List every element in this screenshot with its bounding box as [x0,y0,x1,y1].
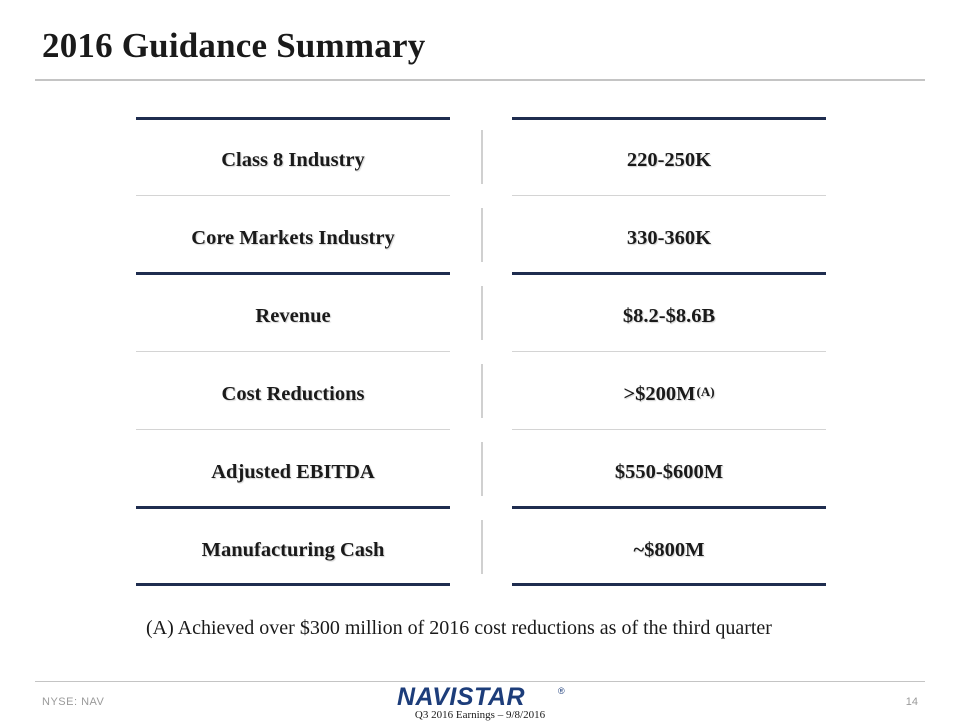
guidance-label: Manufacturing Cash [201,538,385,561]
row-rule-thin [136,195,450,196]
ticker-symbol: NYSE: NAV [42,696,105,708]
column-divider [481,364,483,418]
row-rule-thick [512,506,826,509]
guidance-label: Core Markets Industry [191,226,395,249]
registered-mark: ® [558,686,565,696]
page-title: 2016 Guidance Summary [42,26,426,65]
footer-subtitle: Q3 2016 Earnings – 9/8/2016 [414,709,546,721]
row-rule-thin [512,195,826,196]
column-divider [481,130,483,184]
guidance-label: Adjusted EBITDA [211,460,375,483]
row-rule-thick [136,117,450,120]
column-divider [481,208,483,262]
guidance-value-with-note [512,355,826,433]
footnote: (A) Achieved over $300 million of 2016 cost reductions as of the third quarter [146,617,772,639]
row-rule-thick [512,272,826,275]
row-rule-thick [136,506,450,509]
column-divider [481,286,483,340]
logo-wordmark: NAVISTAR [397,683,526,711]
row-rule-thin [136,351,450,352]
column-divider [481,442,483,496]
row-rule-thick [136,583,450,586]
page-number: 14 [905,696,918,708]
column-divider [481,520,483,574]
row-rule-thick [136,272,450,275]
row-rule-thin [512,429,826,430]
guidance-value: >$200M [623,382,696,405]
title-divider [35,79,925,81]
guidance-value: $550-$600M [614,460,724,483]
guidance-value: ~$800M [633,538,705,561]
guidance-value: 330-360K [626,226,712,249]
logo-graphic [395,682,575,712]
row-rule-thick [512,117,826,120]
guidance-value: $8.2-$8.6B [622,304,716,327]
guidance-label: Class 8 Industry [221,148,365,171]
row-rule-thin [512,351,826,352]
row-rule-thick [512,583,826,586]
footnote-marker: (A) [696,384,715,399]
row-rule-thin [136,429,450,430]
guidance-label: Revenue [255,304,331,327]
guidance-value: 220-250K [626,148,712,171]
guidance-label: Cost Reductions [221,382,365,405]
